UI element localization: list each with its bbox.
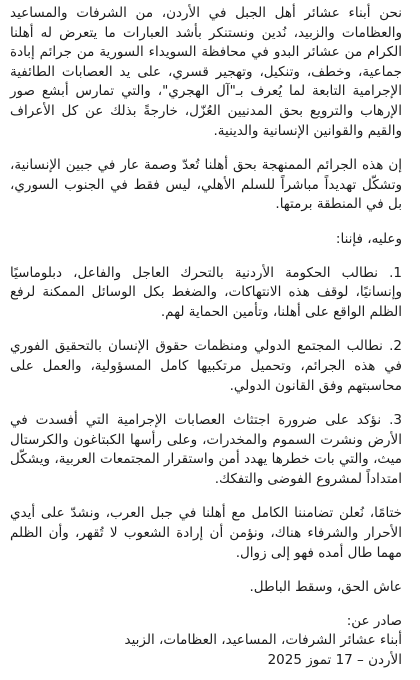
slogan-line: عاش الحق، وسقط الباطل. — [249, 579, 402, 596]
condemnation-paragraph: إن هذه الجرائم الممنهجة بحق أهلنا تُعدّ وصمة عار في جبين الإنسانية، وتشكّل تهديداً مباشراً للسلم الأهلي، ليس فقط في الجنوب السوري، بل في المنطقة برمتها. — [10, 157, 402, 213]
demand-item-1: 1. نطالب الحكومة الأردنية بالتحرك العاجل والفاعل، دبلوماسيًا وإنسانيًا، لوقف هذه الانتهاكات، والضغط بكل الوسائل الممكنة لرفع الظلم الواقع على أهلنا، وتأمين الحماية لهم. — [10, 264, 402, 320]
issued-by-label: صادر عن: — [346, 612, 402, 629]
intro-paragraph: نحن أبناء عشائر أهل الجبل في الأردن، من الشرفات والمساعيد والعظامات والزبيد، نُدين ونستنكر بأشد العبارات ما يتعرض له أهلنا الكرام من عشائر البدو في محافظة السويداء السورية من جرائم إبادة جماعية، وخطف، وتنكيل، وتهجير قسري، على يد العصابات الطائفية الإجرامية التابعة لما يُعرف بـ"آل الهجري"، والتي تمارس أبشع صور الإرهاب والترويع بحق المدنيين العُزّل، خارجةً بذلك عن كل الأعراف والقيم والقوانين الإنسانية والدينية. — [10, 5, 402, 139]
demand-item-2: 2. نطالب المجتمع الدولي ومنظمات حقوق الإنسان بالتحقيق الفوري في هذه الجرائم، وتحميل مرتكبيها كامل المسؤولية، والعمل على محاسبتهم وفق القانون الدولي. — [10, 338, 402, 394]
signature-block — [10, 612, 402, 671]
therefore-line: وعليه، فإننا: — [335, 230, 402, 247]
closing-paragraph: ختامًا، نُعلن تضامننا الكامل مع أهلنا في جبل العرب، ونشدّ على أيدي الأحرار والشرفاء هناك، ونؤمن أن إرادة الشعوب لا تُقهر، وأن الظلم مهما طال أمده فهو إلى زوال. — [10, 505, 402, 561]
place-date-line: الأردن – 17 تموز 2025 — [267, 652, 402, 669]
issuers-line: أبناء عشائر الشرفات، المساعيد، العظامات، الزبيد — [124, 632, 402, 649]
demand-item-3: 3. نؤكد على ضرورة اجتثاث العصابات الإجرامية التي أفسدت في الأرض ونشرت السموم والمخدرات، وعلى رأسها الكبتاغون والكرستال ميث، والتي بات خطرها يهدد أمن واستقرار المجتمعات العربية، ويشكّل امتداداً لمشروع الفوضى والتفكك. — [10, 412, 402, 487]
